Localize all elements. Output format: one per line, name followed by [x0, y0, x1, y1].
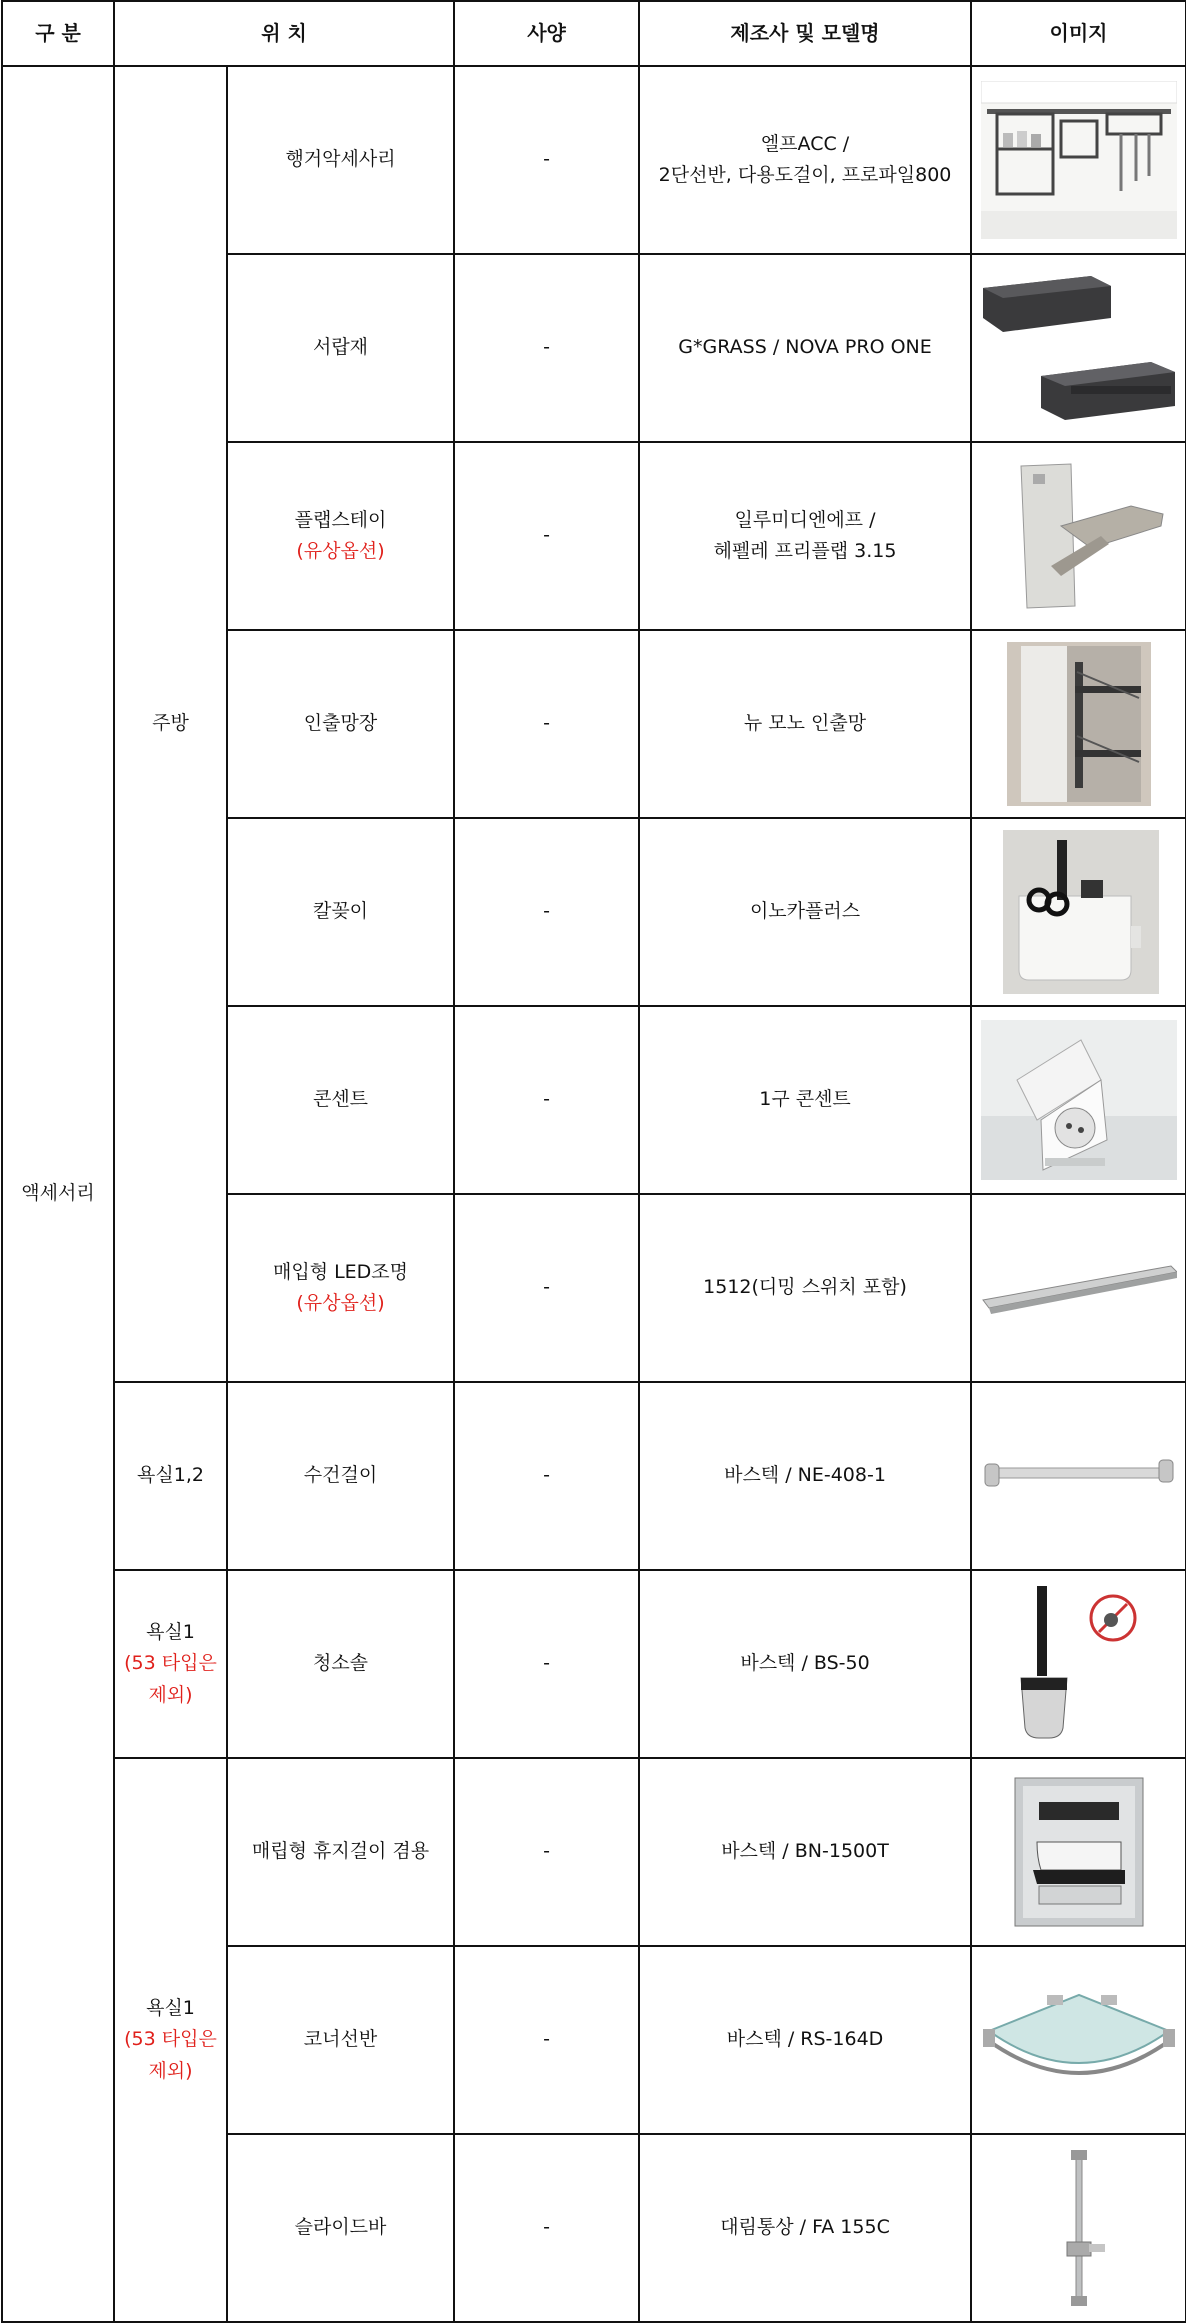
item-model: 바스텍 / NE-408-1 [639, 1382, 971, 1570]
toilet-brush-icon [981, 1582, 1177, 1746]
item-name: 행거악세사리 [227, 66, 454, 254]
flap-stay-hinge-icon [981, 456, 1177, 616]
item-image [971, 1570, 1186, 1758]
item-image [971, 630, 1186, 818]
item-image [971, 1194, 1186, 1382]
tissue-holder-icon [981, 1772, 1177, 1932]
item-image [971, 442, 1186, 630]
item-name: 수건걸이 [227, 1382, 454, 1570]
item-image [971, 2134, 1186, 2322]
item-spec: - [454, 1006, 639, 1194]
item-spec: - [454, 1946, 639, 2134]
item-image [971, 66, 1186, 254]
item-model: 엘프ACC / 2단선반, 다용도걸이, 프로파일800 [639, 66, 971, 254]
item-model: 바스텍 / RS-164D [639, 1946, 971, 2134]
header-model: 제조사 및 모델명 [639, 1, 971, 66]
item-spec: - [454, 254, 639, 442]
item-image [971, 1758, 1186, 1946]
header-spec: 사양 [454, 1, 639, 66]
header-row [2, 1, 1186, 66]
table-row [2, 1382, 1186, 1570]
item-name: 칼꽂이 [227, 818, 454, 1006]
hanger-rail-shelf-icon [981, 81, 1177, 239]
drawer-box-icon [981, 268, 1177, 428]
item-model: 뉴 모노 인출망 [639, 630, 971, 818]
item-model: 바스텍 / BN-1500T [639, 1758, 971, 1946]
item-spec: - [454, 818, 639, 1006]
item-model: 1512(디밍 스위치 포함) [639, 1194, 971, 1382]
header-image: 이미지 [971, 1, 1186, 66]
item-name: 서랍재 [227, 254, 454, 442]
item-name: 콘센트 [227, 1006, 454, 1194]
item-spec: - [454, 1758, 639, 1946]
knife-holder-icon [981, 830, 1177, 994]
item-spec: - [454, 1194, 639, 1382]
group-bath12: 욕실1,2 [114, 1382, 227, 1570]
item-name: 매입형 LED조명 (유상옵션) [227, 1194, 454, 1382]
item-model: 일루미디엔에프 / 헤펠레 프리플랩 3.15 [639, 442, 971, 630]
table-row [2, 66, 1186, 254]
item-image [971, 818, 1186, 1006]
item-name: 슬라이드바 [227, 2134, 454, 2322]
outlet-icon [981, 1020, 1177, 1180]
group-bath1-b: 욕실1 (53 타입은 제외) [114, 1758, 227, 2322]
pull-out-basket-icon [981, 642, 1177, 806]
item-image [971, 1006, 1186, 1194]
item-spec: - [454, 1382, 639, 1570]
item-name: 청소솔 [227, 1570, 454, 1758]
corner-shelf-icon [981, 1985, 1177, 2095]
item-name: 인출망장 [227, 630, 454, 818]
item-spec: - [454, 2134, 639, 2322]
towel-bar-icon [981, 1446, 1177, 1506]
slide-bar-icon [981, 2146, 1177, 2310]
accessory-spec-table [1, 0, 1186, 2323]
item-spec: - [454, 630, 639, 818]
header-location: 위 치 [114, 1, 454, 66]
item-image [971, 1946, 1186, 2134]
led-bar-icon [981, 1248, 1177, 1328]
item-name: 코너선반 [227, 1946, 454, 2134]
item-model: 이노카플러스 [639, 818, 971, 1006]
item-spec: - [454, 66, 639, 254]
item-name: 매립형 휴지걸이 겸용 [227, 1758, 454, 1946]
table-row [2, 1570, 1186, 1758]
item-image [971, 1382, 1186, 1570]
group-kitchen: 주방 [114, 66, 227, 1382]
item-model: 대림통상 / FA 155C [639, 2134, 971, 2322]
group-bath1-a: 욕실1 (53 타입은 제외) [114, 1570, 227, 1758]
header-category: 구 분 [2, 1, 114, 66]
item-spec: - [454, 1570, 639, 1758]
item-image [971, 254, 1186, 442]
table-row [2, 1758, 1186, 1946]
category-cell: 액세서리 [2, 66, 114, 2322]
item-spec: - [454, 442, 639, 630]
item-name: 플랩스테이 (유상옵션) [227, 442, 454, 630]
item-model: 1구 콘센트 [639, 1006, 971, 1194]
item-model: 바스텍 / BS-50 [639, 1570, 971, 1758]
item-model: G*GRASS / NOVA PRO ONE [639, 254, 971, 442]
